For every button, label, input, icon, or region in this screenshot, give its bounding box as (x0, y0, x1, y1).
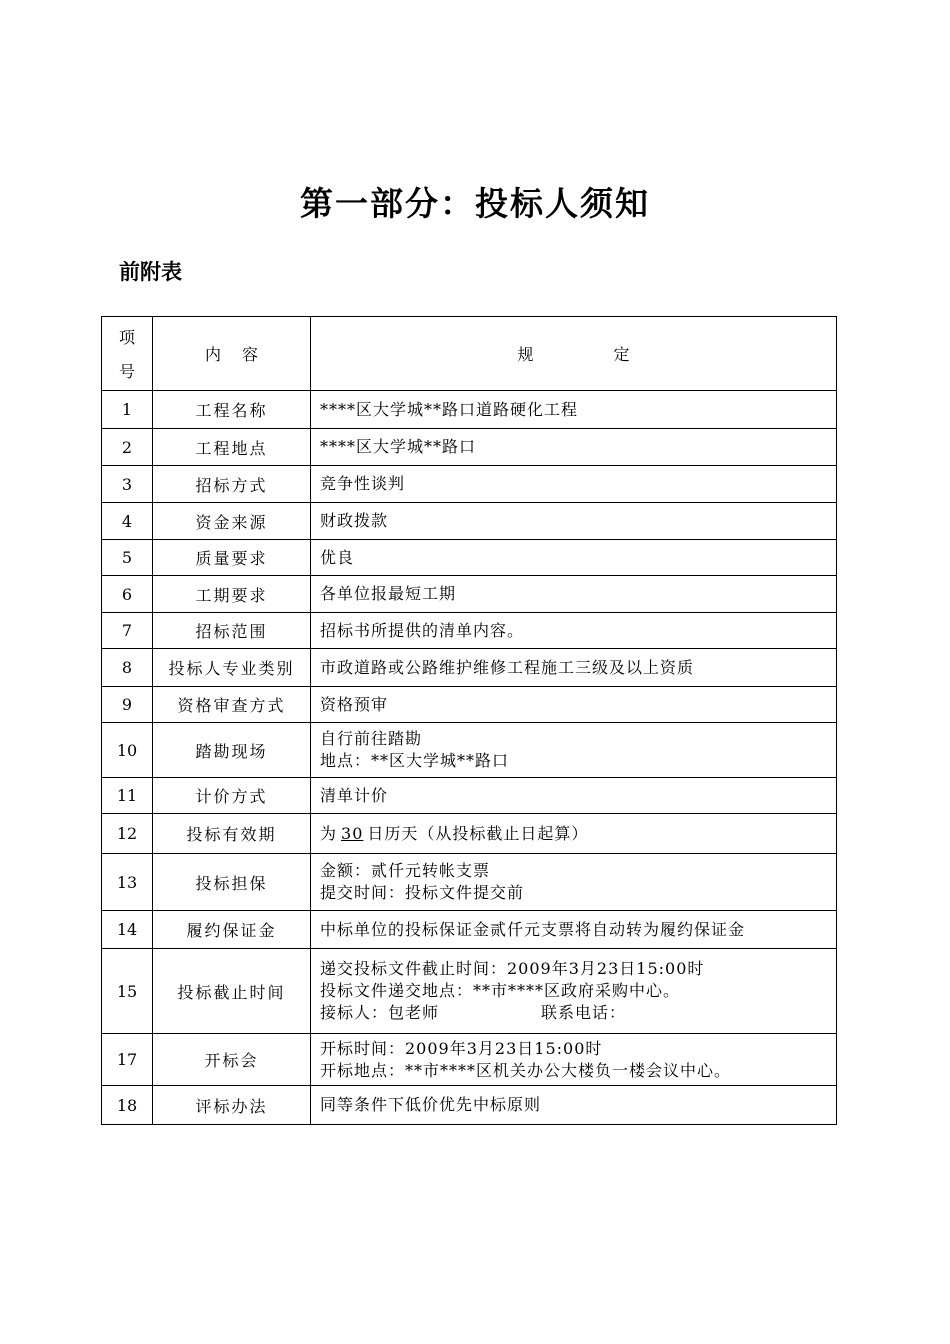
section-subtitle: 前附表 (119, 260, 182, 284)
rule-line: 市政道路或公路维护维修工程施工三级及以上资质 (320, 657, 695, 677)
rule-line: 优良 (320, 547, 355, 567)
rule-line: 财政拨款 (320, 511, 389, 530)
header-row (102, 317, 837, 391)
row-rule (311, 391, 837, 429)
header-number-line2: 号 (118, 361, 135, 381)
row-number: 9 (102, 687, 153, 723)
rule-suffix: 日历天（从投标截止日起算） (367, 823, 589, 843)
table-row (102, 540, 837, 576)
row-number: 10 (102, 723, 153, 778)
table-row (102, 391, 837, 429)
rule-line: 同等条件下低价优先中标原则 (320, 1095, 542, 1114)
row-item: 招标范围 (153, 613, 311, 649)
row-item: 招标方式 (153, 466, 311, 503)
rule-line: 招标书所提供的清单内容。 (320, 620, 525, 640)
rule-line: 自行前往踏勘 (320, 729, 423, 748)
row-item: 评标办法 (153, 1086, 311, 1125)
row-rule (311, 649, 837, 687)
row-number: 17 (102, 1034, 153, 1086)
row-rule (311, 503, 837, 540)
header-number-line1: 项 (118, 327, 135, 347)
row-item: 开标会 (153, 1034, 311, 1086)
rule-line: 清单计价 (320, 785, 389, 805)
header-number (102, 317, 153, 391)
rule-prefix: 为 (320, 823, 338, 843)
rule-line: 接标人：包老师 联系电话： (320, 1003, 627, 1022)
row-rule (311, 949, 837, 1034)
rule-line: 地点：**区大学城**路口 (320, 751, 510, 770)
row-number: 4 (102, 503, 153, 540)
table-row (102, 429, 837, 466)
table-row (102, 949, 837, 1034)
row-item: 投标担保 (153, 854, 311, 911)
rule-line: ****区大学城**路口道路硬化工程 (320, 399, 579, 419)
row-rule (311, 814, 837, 854)
rule-underlined: 30 (341, 823, 364, 843)
table-row (102, 854, 837, 911)
row-number: 1 (102, 391, 153, 429)
row-number: 2 (102, 429, 153, 466)
table-row (102, 649, 837, 687)
row-rule (311, 1086, 837, 1125)
rule-line: 中标单位的投标保证金贰仟元支票将自动转为履约保证金 (320, 919, 746, 939)
table-row (102, 723, 837, 778)
row-rule (311, 723, 837, 778)
row-rule (311, 613, 837, 649)
header-rule: 规 定 (311, 317, 837, 391)
table-row (102, 1086, 837, 1125)
row-rule (311, 854, 837, 911)
row-item: 履约保证金 (153, 911, 311, 949)
row-number: 13 (102, 854, 153, 911)
row-item: 计价方式 (153, 778, 311, 814)
rule-line: 金额：贰仟元转帐支票 (320, 861, 491, 880)
row-item: 质量要求 (153, 540, 311, 576)
rule-line: 递交投标文件截止时间：2009年3月23日15:00时 (320, 959, 705, 978)
row-number: 7 (102, 613, 153, 649)
row-item: 资格审查方式 (153, 687, 311, 723)
row-item: 投标截止时间 (153, 949, 311, 1034)
rule-line: ****区大学城**路口 (320, 437, 477, 456)
row-rule (311, 576, 837, 613)
row-number: 12 (102, 814, 153, 854)
rule-line: 各单位报最短工期 (320, 584, 457, 603)
rule-line: 提交时间：投标文件提交前 (320, 883, 525, 902)
row-item: 工期要求 (153, 576, 311, 613)
row-rule (311, 778, 837, 814)
row-item: 投标有效期 (153, 814, 311, 854)
row-item: 工程名称 (153, 391, 311, 429)
table-row (102, 814, 837, 854)
row-item: 踏勘现场 (153, 723, 311, 778)
page-title: 第一部分：投标人须知 (300, 184, 650, 223)
row-item: 资金来源 (153, 503, 311, 540)
rule-line: 开标地点：**市****区机关办公大楼负一楼会议中心。 (320, 1060, 732, 1080)
row-rule (311, 540, 837, 576)
table-row (102, 613, 837, 649)
row-rule (311, 687, 837, 723)
table-row (102, 576, 837, 613)
row-rule (311, 911, 837, 949)
row-number: 15 (102, 949, 153, 1034)
rule-line: 投标文件递交地点：**市****区政府采购中心。 (320, 981, 681, 1000)
row-number: 8 (102, 649, 153, 687)
table-row (102, 1034, 837, 1086)
rule-line: 竞争性谈判 (320, 474, 406, 493)
row-number: 14 (102, 911, 153, 949)
row-number: 5 (102, 540, 153, 576)
header-content: 内 容 (153, 317, 311, 391)
row-item: 投标人专业类别 (153, 649, 311, 687)
table-row (102, 466, 837, 503)
row-number: 18 (102, 1086, 153, 1125)
row-rule (311, 429, 837, 466)
row-rule (311, 1034, 837, 1086)
table-body (102, 391, 837, 1125)
rule-line: 开标时间：2009年3月23日15:00时 (320, 1038, 603, 1058)
front-attached-table (101, 316, 837, 1125)
table-row (102, 778, 837, 814)
table-row (102, 687, 837, 723)
row-number: 6 (102, 576, 153, 613)
row-item: 工程地点 (153, 429, 311, 466)
row-number: 11 (102, 778, 153, 814)
rule-line: 资格预审 (320, 694, 389, 714)
row-rule (311, 466, 837, 503)
table-row (102, 911, 837, 949)
table-row (102, 503, 837, 540)
row-number: 3 (102, 466, 153, 503)
